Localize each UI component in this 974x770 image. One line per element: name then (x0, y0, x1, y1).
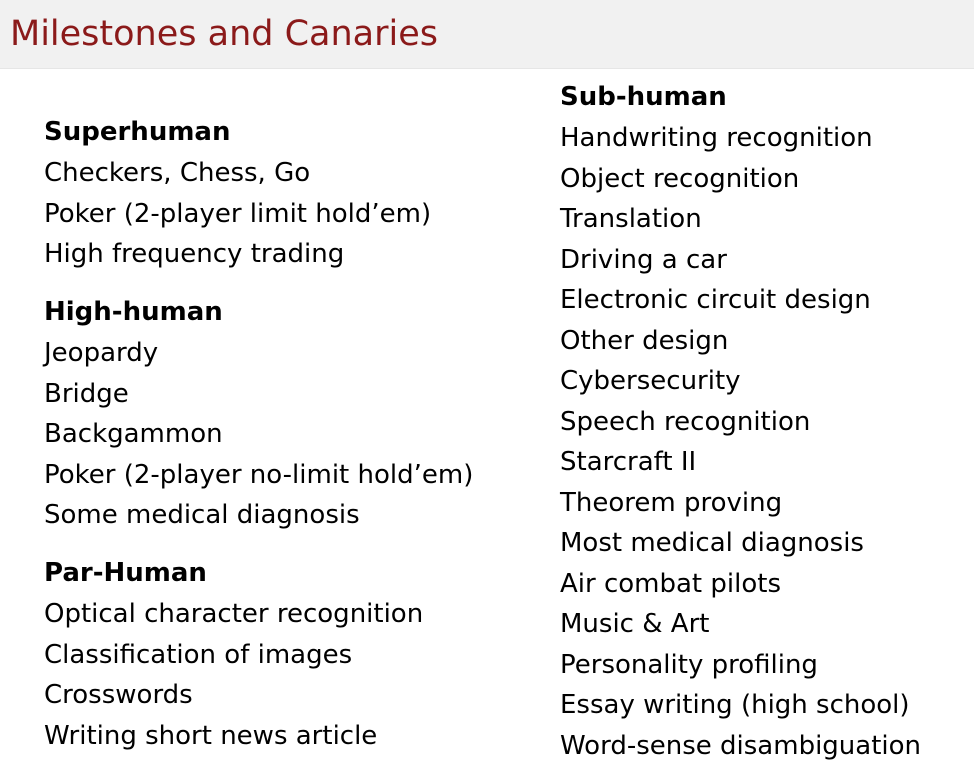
item-list (44, 153, 431, 275)
list-item: Starcraft II (560, 447, 697, 477)
list-item: Poker (2-player limit hold’em) (44, 198, 432, 229)
list-item: Other design (560, 325, 729, 356)
list-item: Cybersecurity (560, 366, 741, 396)
section-heading: High-human (44, 297, 223, 327)
item-list (44, 333, 473, 536)
list-item: Checkers, Chess, Go (44, 158, 311, 188)
section-par-human (44, 553, 423, 756)
list-item: Backgammon (44, 419, 223, 449)
section-heading: Sub-human (560, 82, 727, 112)
list-item: Jeopardy (44, 338, 159, 368)
list-item: Music & Art (560, 609, 710, 639)
list-item: Theorem proving (560, 487, 783, 518)
section-heading: Superhuman (44, 117, 231, 147)
section-high-human (44, 292, 473, 536)
title-bar (0, 0, 974, 69)
section-sub-human (560, 77, 921, 766)
list-item: Speech recognition (560, 406, 811, 437)
list-item: Poker (2-player no-limit hold’em) (44, 459, 474, 490)
list-item: Crosswords (44, 680, 193, 710)
list-item: Most medical diagnosis (560, 528, 864, 558)
list-item: Object recognition (560, 163, 800, 194)
list-item: Essay writing (high school) (560, 690, 910, 720)
list-item: Handwriting recognition (560, 123, 873, 153)
list-item: Word-sense disambiguation (560, 730, 922, 761)
list-item: Optical character recognition (44, 599, 424, 629)
list-item: Driving a car (560, 244, 727, 275)
section-heading: Par-Human (44, 558, 207, 588)
list-item: Air combat pilots (560, 568, 781, 599)
list-item: Personality profiling (560, 649, 818, 680)
section-superhuman (44, 112, 431, 275)
list-item: Translation (560, 204, 702, 234)
list-item: Electronic circuit design (560, 285, 871, 315)
list-item: Bridge (44, 378, 129, 409)
slide-title: Milestones and Canaries (10, 14, 438, 54)
list-item: Classification of images (44, 639, 353, 670)
item-list (44, 594, 423, 756)
list-item: Writing short news article (44, 720, 378, 751)
item-list (560, 118, 921, 766)
list-item: High frequency trading (44, 239, 345, 269)
list-item: Some medical diagnosis (44, 500, 360, 530)
